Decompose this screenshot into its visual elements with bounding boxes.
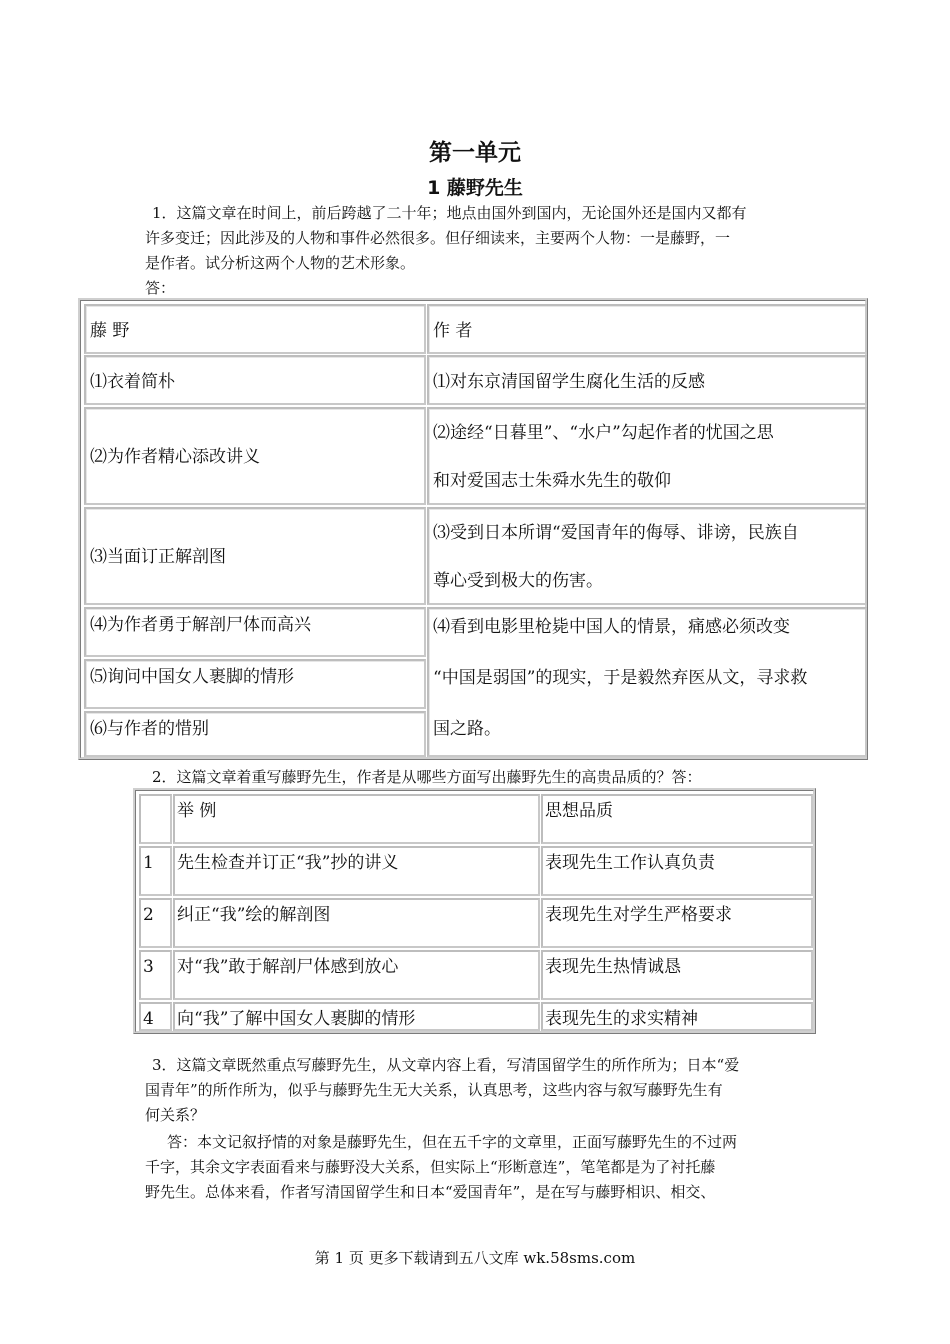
table-cell-quality: 表现先生热情诚恳: [541, 950, 813, 1000]
table-cell-example: 对“我”敢于解剖尸体感到放心: [173, 950, 540, 1000]
answer-3-line: 答：本文记叙抒情的对象是藤野先生，但在五千字的文章里，正面写藤野先生的不过两: [167, 1133, 738, 1151]
answer-label: 答：: [145, 279, 176, 297]
table-cell-tengye: ⑹与作者的惜别: [84, 711, 426, 757]
question-3-line: 国青年”的所作所为，似乎与藤野先生无大关系，认真思考，这些内容与叙写藤野先生有: [145, 1081, 723, 1099]
table-cell-example: 向“我”了解中国女人裹脚的情形: [173, 1002, 540, 1031]
answer-3-line: 千字，其余文字表面看来与藤野没大关系，但实际上“形断意连”，笔笔都是为了衬托藤: [145, 1158, 716, 1176]
table-cell-example: 纠正“我”绘的解剖图: [173, 898, 540, 948]
table-cell-author: ⑶受到日本所谓“爱国青年的侮辱、诽谤，民族自 尊心受到极大的伤害。: [427, 507, 867, 605]
table-cell-tengye: ⑷为作者勇于解剖尸体而高兴: [84, 607, 426, 657]
page-footer: 第 1 页 更多下载请到五八文库 wk.58sms.com: [314, 1249, 636, 1267]
lesson-title: 1 藤野先生: [427, 177, 523, 199]
table-cell-example: 先生检查并订正“我”抄的讲义: [173, 846, 540, 896]
question-1-line: 许多变迁；因此涉及的人物和事件必然很多。但仔细读来，主要两个人物：一是藤野，一: [145, 229, 731, 247]
page-title: 第一单元: [429, 140, 521, 166]
table-cell-author: ⑵途经“日暮里”、“水户”勾起作者的忧国之思 和对爱国志士朱舜水先生的敬仰: [427, 407, 867, 505]
question-1-line: 是作者。试分析这两个人物的艺术形象。: [145, 254, 416, 272]
table-header-cell: 作 者: [427, 304, 867, 354]
answer-3-line: 野先生。总体来看，作者写清国留学生和日本“爱国青年”，是在写与藤野相识、相交、: [145, 1183, 716, 1201]
table-cell-index: 3: [139, 950, 172, 1000]
comparison-table: [78, 298, 868, 760]
table-cell-index: 2: [139, 898, 172, 948]
question-3-line: 3．这篇文章既然重点写藤野先生，从文章内容上看，写清国留学生的所作所为；日本“爱: [152, 1056, 740, 1074]
table-cell-tengye: ⑸询问中国女人裹脚的情形: [84, 659, 426, 709]
table-cell-tengye: ⑶当面订正解剖图: [84, 507, 426, 605]
table-cell-quality: 表现先生的求实精神: [541, 1002, 813, 1031]
question-2: 2．这篇文章着重写藤野先生，作者是从哪些方面写出藤野先生的高贵品质的？答：: [152, 768, 702, 786]
table-header-cell: [139, 794, 172, 844]
table-cell-index: 1: [139, 846, 172, 896]
table-header-cell: 举 例: [173, 794, 540, 844]
table-cell-quality: 表现先生工作认真负责: [541, 846, 813, 896]
table-header-cell: 思想品质: [541, 794, 813, 844]
question-1-line: 1．这篇文章在时间上，前后跨越了二十年；地点由国外到国内，无论国外还是国内又都有: [152, 204, 747, 222]
table-cell-author: ⑴对东京清国留学生腐化生活的反感: [427, 355, 867, 405]
table-header-cell: 藤 野: [84, 304, 426, 354]
table-cell-tengye: ⑴衣着简朴: [84, 355, 426, 405]
table-cell-author: ⑷看到电影里枪毙中国人的情景，痛感必须改变 “中国是弱国”的现实，于是毅然弃医从文，寻求救 国之路。: [427, 607, 867, 757]
quality-table: [133, 788, 816, 1034]
table-cell-index: 4: [139, 1002, 172, 1031]
question-3-line: 何关系？: [145, 1106, 206, 1124]
table-cell-tengye: ⑵为作者精心添改讲义: [84, 407, 426, 505]
table-cell-quality: 表现先生对学生严格要求: [541, 898, 813, 948]
